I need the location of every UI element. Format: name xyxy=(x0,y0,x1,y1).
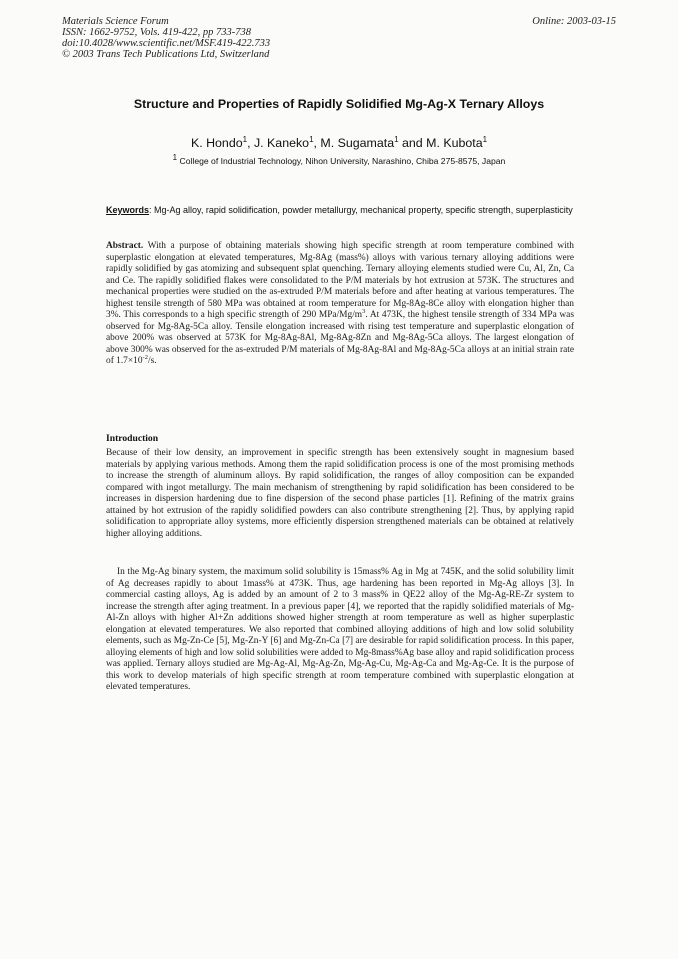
journal-header xyxy=(62,16,270,60)
paper-title: Structure and Properties of Rapidly Solidified Mg-Ag-X Ternary Alloys xyxy=(133,97,545,111)
abstract-label: Abstract. xyxy=(106,241,144,251)
abstract-text: . At 473K, the highest tensile strength of 334 MPa was observed for Mg-8Ag-5Ca alloy. Tensile elongation increased with rising test temperature and superplastic elongation of above 200% was observed at 573K for Mg-8Ag-8Al, Mg-8Ag-8Zn and Mg-8Ag-5Ca alloys. The largest elongation of above 300% was observed for the as-extruded P/M materials of Mg-8Ag-8Al and Mg-8Ag-5Ca alloys at an initial strain rate of 1.7×10 xyxy=(106,310,574,366)
author-affil-mark: 1 xyxy=(482,134,488,144)
author-affil-mark: 1 xyxy=(242,134,248,144)
introduction-heading: Introduction xyxy=(106,433,159,444)
online-date: Online: 2003-03-15 xyxy=(532,16,616,27)
abstract-superscript: -2 xyxy=(142,353,148,361)
introduction-paragraph: In the Mg-Ag binary system, the maximum solid solubility is 15mass% Ag in Mg at 745K, and the solid solubility limit of Ag decreases rapidly to about 1mass% at 473K. Thus, age hardening has been reported in Mg-Ag alloys [3]. In commercial casting alloys, Ag is added by an amount of 2 to 3 mass% in QE22 alloy of the Mg-Ag-RE-Zr system to increase the strength after aging treatment. In a previous paper [4], we reported that the rapidly solidified materials of Mg-Al-Zn alloys with higher Al+Zn additions showed higher strength at room temperature as well as higher superplastic elongation at elevated temperatures. We also reported that combined alloying additions of high and low solid solubility elements, such as Mg-Zn-Ce [5], Mg-Zn-Y [6] and Mg-Zn-Ca [7] are desirable for rapid solidification process. In this paper, alloying elements of high and low solid solubilities were added to Mg-8mass%Ag base alloy and rapid solidification process was applied. Ternary alloys studied are Mg-Ag-Al, Mg-Ag-Zn, Mg-Ag-Cu, Mg-Ag-Ca and Mg-Ag-Ce. It is the purpose of this work to develop materials of high specific strength at room temperature combined with superplastic elongation at elevated temperatures. xyxy=(106,567,574,692)
author-list xyxy=(0,136,678,150)
author-affil-mark: 1 xyxy=(394,134,399,144)
affiliation-text: College of Industrial Technology, Nihon University, Narashino, Chiba 275-8575, Japan xyxy=(179,156,506,166)
author-name: M. Kubota xyxy=(426,136,483,150)
author-separator: , xyxy=(313,136,321,150)
keywords-text: Mg-Ag alloy, rapid solidification, powder metallurgy, mechanical property, specific strength, superplasticity xyxy=(154,205,573,215)
abstract-text: With a purpose of obtaining materials showing high specific strength at room temperature combined with superplastic elongation at elevated temperatures, Mg-8Ag (mass%) alloys with various ternary alloying additions were rapidly solidified by gas atomizing and subsequent splat quenching. Ternary alloying elements studied were Cu, Al, Zn, Ca and Ce. The rapidly solidified flakes were consolidated to the P/M materials by hot extrusion at 573K. The structures and mechanical properties were studied on the as-extruded P/M materials before and after heating at various temperatures. The highest tensile strength of 580 MPa was obtained at room temperature for Mg-8Ag-8Ce alloy with elongation higher than 3%. This corresponds to a high specific strength of 290 MPa/Mg/m xyxy=(106,241,574,320)
doi-line[interactable]: doi:10.4028/www.scientific.net/MSF.419-422.733 xyxy=(62,38,271,49)
issn-line: ISSN: 1662-9752, Vols. 419-422, pp 733-738 xyxy=(62,27,251,38)
copyright-line: © 2003 Trans Tech Publications Ltd, Switzerland xyxy=(62,49,270,60)
author-separator: , xyxy=(247,136,254,150)
author-name: K. Hondo xyxy=(190,136,243,150)
author-name: M. Sugamata xyxy=(320,136,395,150)
journal-name: Materials Science Forum xyxy=(62,16,169,27)
abstract-superscript: 3 xyxy=(362,307,366,315)
abstract xyxy=(106,241,574,368)
introduction-paragraph: Because of their low density, an improvement in specific strength has been extensively sought in magnesium based materials by applying various methods. Among them the rapid solidification process is one of the most promising methods to increase the strength of aluminum alloys. By rapid solidification, the ranges of alloy composition can be expanded compared with ingot metallurgy. The main mechanism of strengthening by rapid solidification has been considered to be increases in dispersion hardening due to fine dispersion of the second phase particles [1]. Refining of the matrix grains attained by hot extrusion of the rapidly solidified powders can also contribute strengthening [2]. Thus, by applying rapid solidification to appropriate alloy systems, more efficiently dispersion strengthened materials can be obtained at relatively higher alloying additions. xyxy=(106,448,574,539)
affiliation xyxy=(0,153,678,166)
affiliation-mark: 1 xyxy=(172,153,178,163)
author-separator: and xyxy=(398,136,427,150)
keywords-label: Keywords xyxy=(106,205,150,215)
author-name: J. Kaneko xyxy=(253,136,310,150)
keywords-colon: : xyxy=(149,205,155,215)
author-affil-mark: 1 xyxy=(309,134,314,144)
keywords-block xyxy=(106,205,574,216)
abstract-text: /s. xyxy=(147,356,157,366)
